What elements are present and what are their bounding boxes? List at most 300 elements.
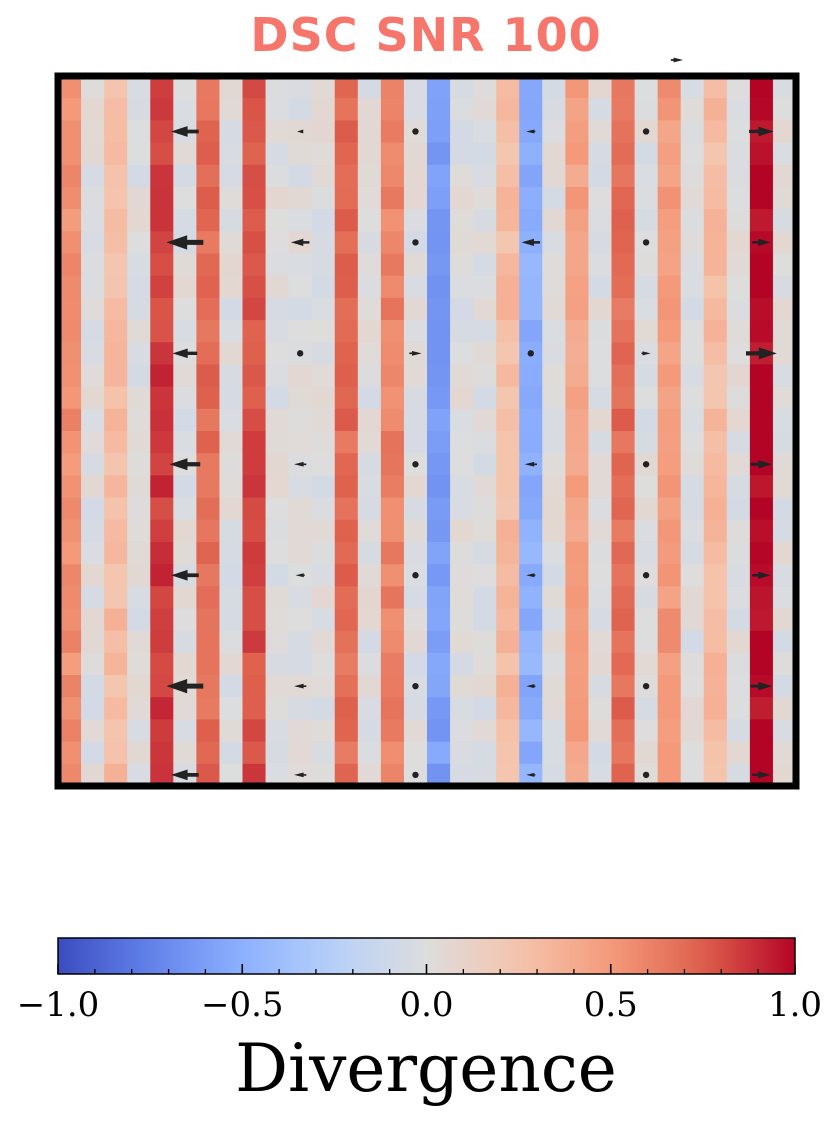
heatmap-cell: [565, 165, 589, 188]
heatmap-cell: [704, 609, 728, 632]
heatmap-cell: [196, 387, 220, 410]
heatmap-cell: [335, 143, 359, 166]
heatmap-cell: [266, 475, 290, 498]
heatmap-cell: [358, 342, 382, 365]
heatmap-cell: [150, 276, 174, 299]
heatmap-cell: [565, 364, 589, 387]
heatmap-cell: [335, 542, 359, 565]
heatmap-cell: [219, 542, 243, 565]
heatmap-cell: [219, 675, 243, 698]
heatmap-cell: [658, 675, 682, 698]
heatmap-cell: [542, 719, 566, 742]
heatmap-cell: [289, 498, 313, 521]
heatmap-cell: [219, 453, 243, 476]
heatmap-cell: [635, 143, 659, 166]
heatmap-cell: [542, 298, 566, 321]
heatmap-cell: [58, 231, 82, 254]
heatmap-cell: [381, 431, 405, 454]
heatmap-cell: [335, 231, 359, 254]
heatmap-cell: [58, 542, 82, 565]
heatmap-cell: [173, 276, 197, 299]
heatmap-cell: [358, 98, 382, 121]
heatmap-cell: [750, 431, 774, 454]
heatmap-cell: [450, 276, 474, 299]
heatmap-cell: [104, 409, 128, 432]
heatmap-cell: [588, 586, 612, 609]
heatmap-cell: [312, 409, 336, 432]
heatmap-cell: [150, 187, 174, 210]
heatmap-cell: [173, 143, 197, 166]
heatmap-cell: [58, 586, 82, 609]
heatmap-cell: [704, 542, 728, 565]
heatmap-cell: [519, 209, 543, 232]
heatmap-cell: [704, 120, 728, 143]
heatmap-cell: [565, 209, 589, 232]
heatmap-cell: [312, 431, 336, 454]
colorbar-tick-label: 1.0: [767, 985, 823, 1025]
heatmap-cell: [404, 409, 428, 432]
heatmap-cell: [681, 631, 705, 654]
heatmap-cell: [81, 276, 105, 299]
heatmap-cell: [196, 120, 220, 143]
quiver-arrow-dot: [412, 239, 418, 245]
heatmap-cell: [358, 675, 382, 698]
heatmap-cell: [473, 431, 497, 454]
heatmap-cell: [243, 276, 267, 299]
heatmap-cell: [266, 254, 290, 277]
heatmap-cell: [750, 609, 774, 632]
heatmap-cell: [427, 475, 451, 498]
heatmap-cell: [635, 276, 659, 299]
heatmap-cell: [565, 520, 589, 543]
heatmap-cell: [658, 542, 682, 565]
heatmap-cell: [542, 165, 566, 188]
heatmap-cell: [266, 276, 290, 299]
heatmap-cell: [473, 719, 497, 742]
heatmap-cell: [127, 520, 151, 543]
heatmap-cell: [496, 609, 520, 632]
heatmap-cell: [127, 187, 151, 210]
heatmap-cell: [542, 742, 566, 765]
heatmap-cell: [681, 387, 705, 410]
heatmap-cell: [358, 453, 382, 476]
heatmap-cell: [681, 342, 705, 365]
heatmap-cell: [335, 364, 359, 387]
heatmap-cell: [450, 298, 474, 321]
heatmap-cell: [196, 276, 220, 299]
heatmap-cell: [58, 276, 82, 299]
heatmap-cell: [612, 475, 636, 498]
heatmap-cell: [588, 187, 612, 210]
heatmap-cell: [243, 298, 267, 321]
heatmap-cell: [612, 231, 636, 254]
heatmap-cell: [681, 320, 705, 343]
heatmap-cell: [381, 586, 405, 609]
heatmap-cell: [496, 320, 520, 343]
heatmap-cell: [565, 231, 589, 254]
heatmap-cell: [173, 387, 197, 410]
heatmap-cell: [266, 609, 290, 632]
quiver-arrow-dot: [412, 461, 418, 467]
heatmap-cell: [104, 520, 128, 543]
heatmap-cell: [704, 453, 728, 476]
heatmap-cell: [727, 187, 751, 210]
heatmap-cell: [496, 431, 520, 454]
heatmap-cell: [681, 209, 705, 232]
heatmap-cell: [312, 586, 336, 609]
heatmap-cell: [173, 409, 197, 432]
heatmap-cell: [312, 719, 336, 742]
heatmap-cell: [381, 675, 405, 698]
heatmap-cell: [358, 387, 382, 410]
heatmap-cell: [358, 276, 382, 299]
heatmap-cell: [219, 387, 243, 410]
heatmap-cell: [312, 231, 336, 254]
heatmap-cell: [58, 697, 82, 720]
heatmap-cell: [243, 320, 267, 343]
heatmap-cell: [704, 209, 728, 232]
heatmap-cell: [81, 120, 105, 143]
heatmap-cell: [104, 165, 128, 188]
heatmap-cell: [358, 254, 382, 277]
heatmap-cell: [312, 675, 336, 698]
heatmap-cell: [335, 187, 359, 210]
heatmap-cell: [450, 520, 474, 543]
heatmap-cell: [219, 475, 243, 498]
heatmap-cell: [196, 498, 220, 521]
heatmap-cell: [658, 653, 682, 676]
heatmap-cell: [58, 143, 82, 166]
heatmap-cell: [519, 653, 543, 676]
heatmap-cell: [243, 475, 267, 498]
heatmap-cell: [266, 564, 290, 587]
heatmap-cell: [266, 120, 290, 143]
heatmap-cell: [750, 364, 774, 387]
heatmap-cell: [750, 209, 774, 232]
heatmap-cell: [727, 586, 751, 609]
heatmap-cell: [104, 564, 128, 587]
heatmap-cell: [727, 298, 751, 321]
heatmap-cell: [588, 409, 612, 432]
heatmap-cell: [150, 564, 174, 587]
colorbar-tick-label: −1.0: [16, 985, 100, 1025]
heatmap-cell: [473, 586, 497, 609]
heatmap-cell: [450, 719, 474, 742]
heatmap-cell: [335, 298, 359, 321]
heatmap-cell: [612, 453, 636, 476]
heatmap-cell: [496, 719, 520, 742]
heatmap-cell: [612, 719, 636, 742]
heatmap-cell: [381, 276, 405, 299]
heatmap-cell: [173, 320, 197, 343]
heatmap-cell: [404, 631, 428, 654]
heatmap-cell: [542, 564, 566, 587]
heatmap-cell: [658, 165, 682, 188]
heatmap-cell: [750, 498, 774, 521]
heatmap-cell: [196, 542, 220, 565]
heatmap-cell: [312, 320, 336, 343]
heatmap-cell: [427, 498, 451, 521]
heatmap-cell: [635, 254, 659, 277]
heatmap-cell: [565, 409, 589, 432]
heatmap-cell: [681, 120, 705, 143]
heatmap-cell: [243, 387, 267, 410]
heatmap-cell: [658, 520, 682, 543]
heatmap-cell: [127, 387, 151, 410]
heatmap-cell: [81, 564, 105, 587]
heatmap-cell: [519, 520, 543, 543]
heatmap-cell: [173, 165, 197, 188]
heatmap-cell: [612, 298, 636, 321]
heatmap-cell: [750, 719, 774, 742]
heatmap-cell: [266, 431, 290, 454]
heatmap-cell: [427, 520, 451, 543]
heatmap-cell: [450, 209, 474, 232]
heatmap-cell: [196, 409, 220, 432]
heatmap-cell: [704, 409, 728, 432]
heatmap-cell: [150, 342, 174, 365]
heatmap-cell: [588, 254, 612, 277]
heatmap-cell: [312, 453, 336, 476]
heatmap-cell: [473, 631, 497, 654]
heatmap-cell: [196, 364, 220, 387]
heatmap-cell: [381, 498, 405, 521]
heatmap-cell: [496, 631, 520, 654]
heatmap-cell: [427, 209, 451, 232]
heatmap-cell: [312, 697, 336, 720]
heatmap-cell: [81, 165, 105, 188]
heatmap-cell: [542, 542, 566, 565]
heatmap-cell: [681, 409, 705, 432]
heatmap-cell: [243, 209, 267, 232]
heatmap-cell: [243, 143, 267, 166]
heatmap-cell: [81, 342, 105, 365]
heatmap-cell: [750, 387, 774, 410]
heatmap-cell: [127, 209, 151, 232]
heatmap-cell: [450, 586, 474, 609]
heatmap-cell: [58, 431, 82, 454]
heatmap-cell: [681, 298, 705, 321]
heatmap-cell: [358, 653, 382, 676]
heatmap-cell: [704, 586, 728, 609]
heatmap-cell: [219, 697, 243, 720]
heatmap-cell: [381, 631, 405, 654]
heatmap-cell: [450, 631, 474, 654]
heatmap-cell: [427, 187, 451, 210]
heatmap-cell: [473, 564, 497, 587]
heatmap-cell: [727, 498, 751, 521]
heatmap-cell: [681, 542, 705, 565]
heatmap-cell: [266, 298, 290, 321]
heatmap-cell: [243, 431, 267, 454]
heatmap-cell: [127, 409, 151, 432]
heatmap-cell: [404, 143, 428, 166]
heatmap-cell: [58, 98, 82, 121]
heatmap-cell: [289, 143, 313, 166]
heatmap-cell: [219, 609, 243, 632]
heatmap-cell: [335, 209, 359, 232]
heatmap-cell: [381, 298, 405, 321]
heatmap-cell: [496, 276, 520, 299]
heatmap-cell: [289, 298, 313, 321]
heatmap-cell: [519, 364, 543, 387]
heatmap-cell: [104, 254, 128, 277]
heatmap-cell: [588, 387, 612, 410]
heatmap-cell: [81, 586, 105, 609]
heatmap-cell: [335, 276, 359, 299]
heatmap-cell: [127, 697, 151, 720]
heatmap-cell: [612, 542, 636, 565]
heatmap-cell: [427, 143, 451, 166]
heatmap-cell: [173, 98, 197, 121]
heatmap-cell: [542, 120, 566, 143]
heatmap-cell: [312, 609, 336, 632]
heatmap-cell: [427, 298, 451, 321]
heatmap-cell: [473, 298, 497, 321]
heatmap-cell: [104, 120, 128, 143]
heatmap-cell: [427, 254, 451, 277]
heatmap-cell: [704, 187, 728, 210]
heatmap-cell: [358, 475, 382, 498]
heatmap-cell: [565, 453, 589, 476]
heatmap-cell: [219, 409, 243, 432]
heatmap-cell: [358, 520, 382, 543]
heatmap-cell: [658, 387, 682, 410]
heatmap-cell: [335, 165, 359, 188]
heatmap-cell: [81, 254, 105, 277]
heatmap-cell: [266, 231, 290, 254]
heatmap-cell: [496, 498, 520, 521]
heatmap-cell: [266, 453, 290, 476]
heatmap-cell: [519, 98, 543, 121]
heatmap-cell: [335, 98, 359, 121]
heatmap-cell: [681, 187, 705, 210]
heatmap-cell: [473, 542, 497, 565]
heatmap-cell: [473, 254, 497, 277]
heatmap-cell: [473, 209, 497, 232]
heatmap-cell: [496, 742, 520, 765]
heatmap-cell: [450, 453, 474, 476]
heatmap-cell: [565, 320, 589, 343]
heatmap-cell: [681, 364, 705, 387]
heatmap-cell: [127, 653, 151, 676]
heatmap-cell: [427, 719, 451, 742]
heatmap-cell: [588, 431, 612, 454]
heatmap-cell: [173, 520, 197, 543]
heatmap-cell: [81, 98, 105, 121]
heatmap-cell: [58, 453, 82, 476]
heatmap-cell: [750, 475, 774, 498]
heatmap-cell: [150, 475, 174, 498]
heatmap-cell: [404, 187, 428, 210]
heatmap-cell: [612, 631, 636, 654]
heatmap-cell: [150, 609, 174, 632]
heatmap-cell: [335, 254, 359, 277]
heatmap-cell: [704, 520, 728, 543]
heatmap-cell: [104, 187, 128, 210]
heatmap-cell: [104, 697, 128, 720]
heatmap-cell: [704, 564, 728, 587]
heatmap-cell: [243, 165, 267, 188]
heatmap-cell: [635, 742, 659, 765]
heatmap-cell: [127, 609, 151, 632]
heatmap-cell: [588, 719, 612, 742]
heatmap-cell: [565, 98, 589, 121]
heatmap-cell: [81, 475, 105, 498]
heatmap-cell: [358, 364, 382, 387]
heatmap-cell: [58, 387, 82, 410]
quiver-arrow-dot: [528, 350, 534, 356]
heatmap-cell: [81, 187, 105, 210]
heatmap-cell: [588, 520, 612, 543]
heatmap-cell: [243, 609, 267, 632]
heatmap-cell: [704, 631, 728, 654]
heatmap-cell: [519, 586, 543, 609]
heatmap-cell: [404, 276, 428, 299]
heatmap-cell: [81, 609, 105, 632]
heatmap-cell: [289, 475, 313, 498]
heatmap-cell: [450, 165, 474, 188]
heatmap-cell: [588, 298, 612, 321]
heatmap-cell: [381, 742, 405, 765]
heatmap-cell: [588, 364, 612, 387]
heatmap-cell: [173, 631, 197, 654]
heatmap-cell: [635, 98, 659, 121]
heatmap-cell: [243, 187, 267, 210]
quiver-arrow-dot: [643, 239, 649, 245]
heatmap-cell: [335, 631, 359, 654]
heatmap-cell: [219, 653, 243, 676]
heatmap-cell: [473, 98, 497, 121]
heatmap-cell: [312, 298, 336, 321]
heatmap-cell: [450, 409, 474, 432]
heatmap-cell: [312, 653, 336, 676]
heatmap-cell: [496, 697, 520, 720]
heatmap-cell: [404, 165, 428, 188]
heatmap-cell: [427, 231, 451, 254]
heatmap-cell: [266, 586, 290, 609]
heatmap-cell: [243, 542, 267, 565]
heatmap-cell: [496, 542, 520, 565]
heatmap-cell: [335, 453, 359, 476]
heatmap-cell: [127, 254, 151, 277]
heatmap-cell: [427, 364, 451, 387]
heatmap-cell: [542, 520, 566, 543]
heatmap-cell: [381, 254, 405, 277]
heatmap-cell: [150, 653, 174, 676]
heatmap-cell: [450, 742, 474, 765]
heatmap-cell: [58, 520, 82, 543]
heatmap-cell: [381, 475, 405, 498]
heatmap-cell: [358, 120, 382, 143]
heatmap-cell: [266, 675, 290, 698]
heatmap-cell: [496, 364, 520, 387]
heatmap-cell: [635, 609, 659, 632]
heatmap-cell: [496, 120, 520, 143]
heatmap-cell: [312, 498, 336, 521]
heatmap-cell: [427, 320, 451, 343]
heatmap-cell: [150, 209, 174, 232]
colorbar-tick-label: 0.0: [399, 985, 454, 1025]
heatmap-cell: [81, 631, 105, 654]
heatmap-cell: [588, 675, 612, 698]
heatmap-cell: [150, 542, 174, 565]
heatmap-cell: [635, 475, 659, 498]
heatmap-cell: [196, 187, 220, 210]
heatmap-cell: [588, 742, 612, 765]
heatmap-cell: [635, 653, 659, 676]
heatmap-cell: [219, 364, 243, 387]
